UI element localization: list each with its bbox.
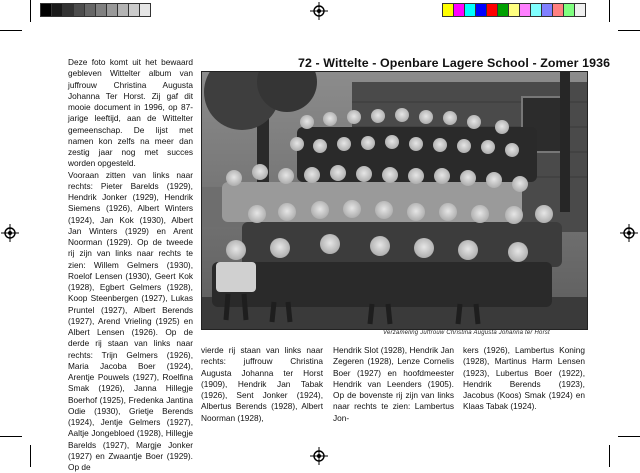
text-column-4: kers (1926), Lambertus Koning (1928), Martinus Harm Lensen (1923), Lubertus Boer (1922), Hendrik Berends (1923), Jacobus (Koos) Smak (1924) en Klaas Tabak (1924). xyxy=(463,345,585,412)
grayscale-proof-strip xyxy=(40,3,150,17)
text-column-3: Hendrik Slot (1928), Hendrik Jan Zegeren (1928), Lenze Cornelis Boer (1927) en hoofdmeester Hendrik van Leenders (1905). Op de bovenste rij zijn van links naar rechts te zien: Lambertus Jon- xyxy=(333,345,454,423)
trim-mark xyxy=(30,0,31,22)
trim-mark xyxy=(609,445,610,467)
proof-swatch xyxy=(139,3,151,17)
trim-mark xyxy=(0,436,22,437)
registration-mark-left-icon xyxy=(1,224,19,242)
registration-mark-top-icon xyxy=(310,2,328,20)
text-column-2: vierde rij staan van links naar rechts: juffrouw Christina Augusta Johanna ter Horst (1909), Hendrik Jan Tabak (1926), Sent Jonker (1924), Albertus Berends (1928), Albert Noorman (1928), xyxy=(201,345,323,423)
trim-mark xyxy=(609,0,610,22)
photo-caption: Verzameling Juffrouw Christina Augusta Johanna ter Horst xyxy=(383,330,550,336)
color-proof-strip xyxy=(442,3,585,17)
page-title: 72 - Wittelte - Openbare Lagere School - Zomer 1936 xyxy=(298,56,611,70)
registration-mark-right-icon xyxy=(620,224,638,242)
trim-mark xyxy=(618,30,640,31)
text-column-1: Deze foto komt uit het bewaard gebleven Wittelter album van juffrouw Christina Augusta Johanna Ter Horst. Zij gaf dit mooie document in 1996, op 87-jarige leeftijd, aan de Wittelter gemeenschap. De lijst met namen kon zelfs na meer dan zestig jaar nog met succes worden opgesteld. Vooraan zitten van links naar rechts: Pieter Barelds (1929), Hendrik Jonker (1929), Hendrik Siemens (1926), Albert Winters (1924), Jan Kok (1930), Albert Jan Winters (1929) en Arent Noorman (1929). Op de tweede rij zijn van links naar rechts te zien: Willem Gelmers (1930), Roelof Lensen (1930), Geert Kok (1928), Egbert Gelmers (1928), Koop Steenbergen (1927), Lukas Pruntel (1927), Albert Berends (1927), Arend Vrieling (1925) en Albert Lensen (1926). Op de derde rij staan van links naar rechts: Trijn Gelmers (1926), Maria Jacoba Boer (1924), Arentje Pouwels (1927), Roelfina Smak (1926), Janna Hillegje Boerhof (1925), Fredenka Jantina Odie (1930), Grietje Berends (1924), Jentje Gelmers (1927), Aaltje Jongebloed (1928), Hillegje Barelds (1927), Margje Jonker (1927) en Zwaantje Boer (1929). Op de xyxy=(68,57,193,472)
school-class-photo xyxy=(201,71,588,330)
proof-swatch xyxy=(574,3,586,17)
trim-mark xyxy=(618,436,640,437)
trim-mark xyxy=(0,30,22,31)
registration-mark-bottom-icon xyxy=(310,447,328,465)
trim-mark xyxy=(30,445,31,467)
